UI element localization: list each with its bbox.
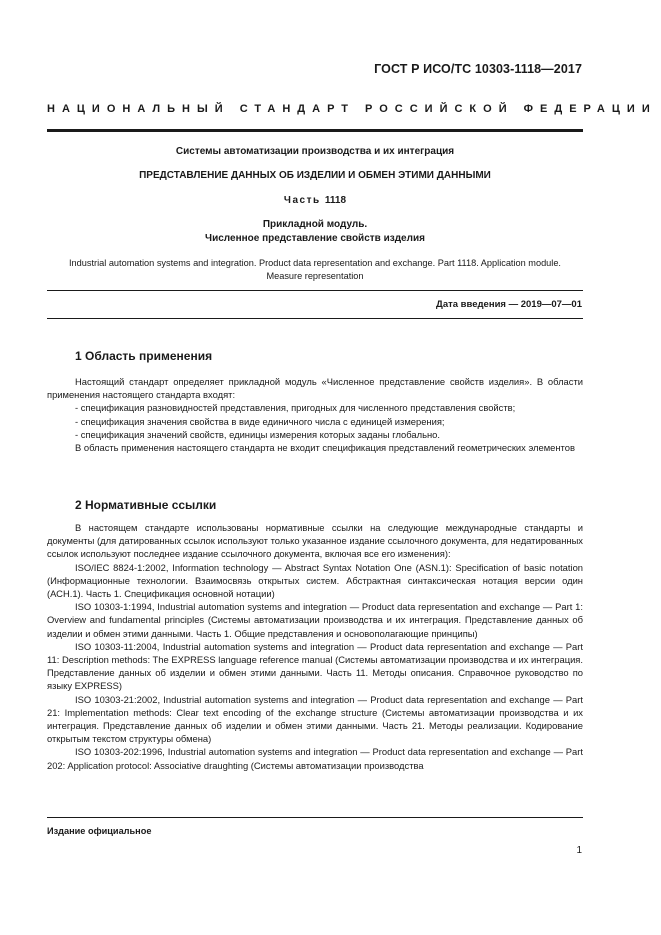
official-edition-label: Издание официальное	[47, 826, 152, 836]
section-2-heading: 2 Нормативные ссылки	[75, 498, 217, 512]
header-divider	[47, 129, 583, 132]
reference-item: ISO 10303-202:1996, Industrial automation systems and integration — Product data representation and exchange — Part 202: Application protocol: Associative draughting (Системы автоматизации производства	[47, 746, 583, 771]
page-number: 1	[576, 845, 582, 856]
subtitle-line-1: Прикладной модуль.	[262, 219, 368, 230]
paragraph: Настоящий стандарт определяет прикладной модуль «Численное представление свойств изделия». В области применения настоящего стандарта входят:	[47, 376, 583, 401]
section-2-body	[47, 521, 583, 772]
standard-series-title: Системы автоматизации производства и их интеграция	[175, 146, 455, 157]
national-standard-banner: НАЦИОНАЛЬНЫЙ СТАНДАРТ РОССИЙСКОЙ ФЕДЕРАЦИИ	[47, 103, 657, 115]
introduction-date: Дата введения — 2019—07—01	[436, 299, 582, 310]
reference-item: ISO 10303-1:1994, Industrial automation systems and integration — Product data representation and exchange — Part 1: Overview and fundamental principles (Системы автоматизации производства и их интеграция. Представление данных об изделии и обмен этими данными. Часть 1. Общие представления и основополагающие принципы)	[47, 601, 583, 639]
part-label	[47, 195, 583, 206]
english-title	[47, 257, 583, 283]
standard-subtitle	[47, 218, 583, 246]
english-title-line-2: Measure representation	[266, 271, 364, 281]
list-item: - спецификация разновидностей представления, пригодных для численного представления свойств;	[75, 402, 516, 414]
paragraph: В область применения настоящего стандарта не входит спецификация представлений геометрических элементов	[75, 442, 575, 454]
reference-item: ISO/IEC 8824-1:2002, Information technology — Abstract Syntax Notation One (ASN.1): Specification of basic notation (Информационные технологии. Взаимосвязь открытых систем. Абстрактная синтаксическая нотация версии один (АСН.1). Часть 1. Спецификация основной нотации)	[47, 561, 583, 600]
part-number: 1118	[324, 195, 347, 206]
footer-divider	[47, 817, 583, 818]
subtitle-line-2: Численное представление свойств изделия	[205, 233, 425, 244]
reference-item: ISO 10303-21:2002, Industrial automation systems and integration — Product data representation and exchange — Part 21: Implementation methods: Clear text encoding of the exchange structure (Системы автоматизации производства и их интеграция. Представление данных об изделии и обмен этими данными. Часть 21. Методы реализации. Кодирование открытым текстом структуры обмена)	[47, 693, 583, 745]
english-title-line-1: Industrial automation systems and integration. Product data representation and exchange. Part 1118. Application module.	[68, 258, 561, 268]
paragraph: В настоящем стандарте использованы нормативные ссылки на следующие международные стандарты и документы (для датированных ссылок используют только указанное издание ссылочного документа, для недатированных ссылок используют последнее издание ссылочного документа, включая все его изменения):	[47, 522, 583, 560]
date-divider	[47, 318, 583, 319]
title-divider	[47, 290, 583, 291]
section-1-heading: 1 Область применения	[75, 349, 213, 363]
standard-main-title: ПРЕДСТАВЛЕНИЕ ДАННЫХ ОБ ИЗДЕЛИИ И ОБМЕН ЭТИМИ ДАННЫМИ	[139, 170, 491, 181]
section-1-body	[47, 375, 583, 454]
document-code: ГОСТ Р ИСО/ТС 10303-1118—2017	[374, 62, 582, 76]
list-item: - спецификация значений свойств, единицы измерения которых заданы глобально.	[75, 428, 440, 440]
part-word: Часть	[283, 195, 321, 206]
list-item: - спецификация значения свойства в виде единичного числа с единицей измерения;	[75, 415, 445, 427]
reference-item: ISO 10303-11:2004, Industrial automation systems and integration — Product data representation and exchange — Part 11: Description methods: The EXPRESS language reference manual (Системы автоматизации производства и их интеграция. Представление данных об изделии и обмен этими данными. Часть 11. Методы описания. Справочное руководство по языку EXPRESS)	[47, 640, 583, 692]
